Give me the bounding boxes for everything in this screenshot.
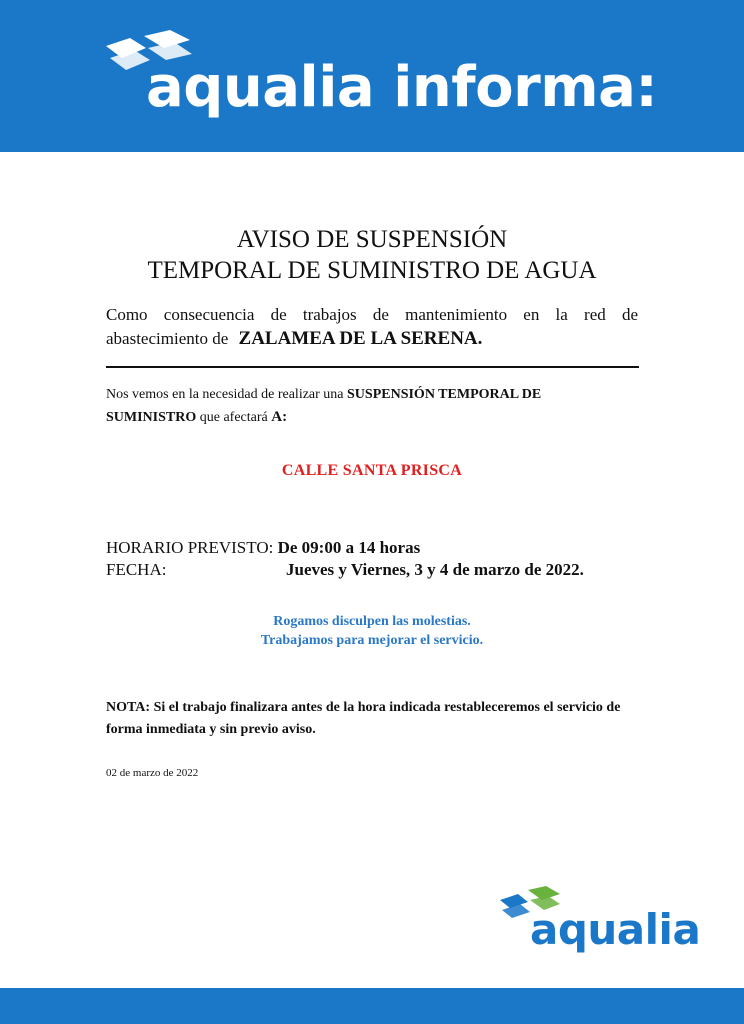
header-title: aqualia informa: bbox=[146, 55, 658, 120]
notice-title bbox=[0, 224, 744, 286]
footer-logo-word: aqualia bbox=[530, 905, 701, 954]
footer-logo bbox=[498, 886, 701, 966]
divider-line bbox=[106, 366, 639, 368]
schedule-date-row bbox=[106, 559, 584, 581]
notice-text-part1: Nos vemos en la necesidad de realizar una bbox=[106, 387, 348, 402]
notice-paragraph bbox=[106, 384, 606, 429]
schedule-block bbox=[106, 537, 584, 581]
footer-banner bbox=[0, 988, 744, 1024]
intro-place: ZALAMEA DE LA SERENA. bbox=[238, 328, 483, 349]
date-value: Jueves y Viernes, 3 y 4 de marzo de 2022. bbox=[286, 560, 584, 579]
affected-street: CALLE SANTA PRISCA bbox=[281, 462, 463, 479]
hours-label: HORARIO PREVISTO: bbox=[106, 538, 274, 557]
notice-title-line1: AVISO DE SUSPENSIÓN bbox=[236, 226, 508, 253]
intro-line2-prefix: abastecimiento de bbox=[106, 329, 229, 348]
notice-text-part2: que afectará bbox=[196, 410, 272, 425]
intro-paragraph bbox=[106, 303, 638, 351]
notice-bold-suspension: SUSPENSIÓN TEMPORAL DE SUMINISTRO bbox=[106, 387, 542, 425]
issue-date: 02 de marzo de 2022 bbox=[106, 767, 199, 779]
apology-line2: Trabajamos para mejorar el servicio. bbox=[260, 633, 484, 648]
schedule-hours-row bbox=[106, 537, 420, 559]
apology-line1: Rogamos disculpen las molestias. bbox=[273, 614, 471, 629]
date-label: FECHA: bbox=[106, 560, 167, 579]
notice-title-line2: TEMPORAL DE SUMINISTRO DE AGUA bbox=[147, 257, 597, 284]
notice-bold-a: A: bbox=[271, 409, 288, 425]
header-banner bbox=[0, 0, 744, 152]
nota-paragraph: NOTA: Si el trabajo finalizara antes de la hora indicada restableceremos el servicio de forma inmediata y sin previo aviso. bbox=[106, 700, 621, 737]
apology-message bbox=[0, 612, 744, 650]
intro-line1: Como consecuencia de trabajos de mantenimiento en la red de bbox=[106, 305, 638, 324]
hours-value: De 09:00 a 14 horas bbox=[277, 538, 421, 557]
